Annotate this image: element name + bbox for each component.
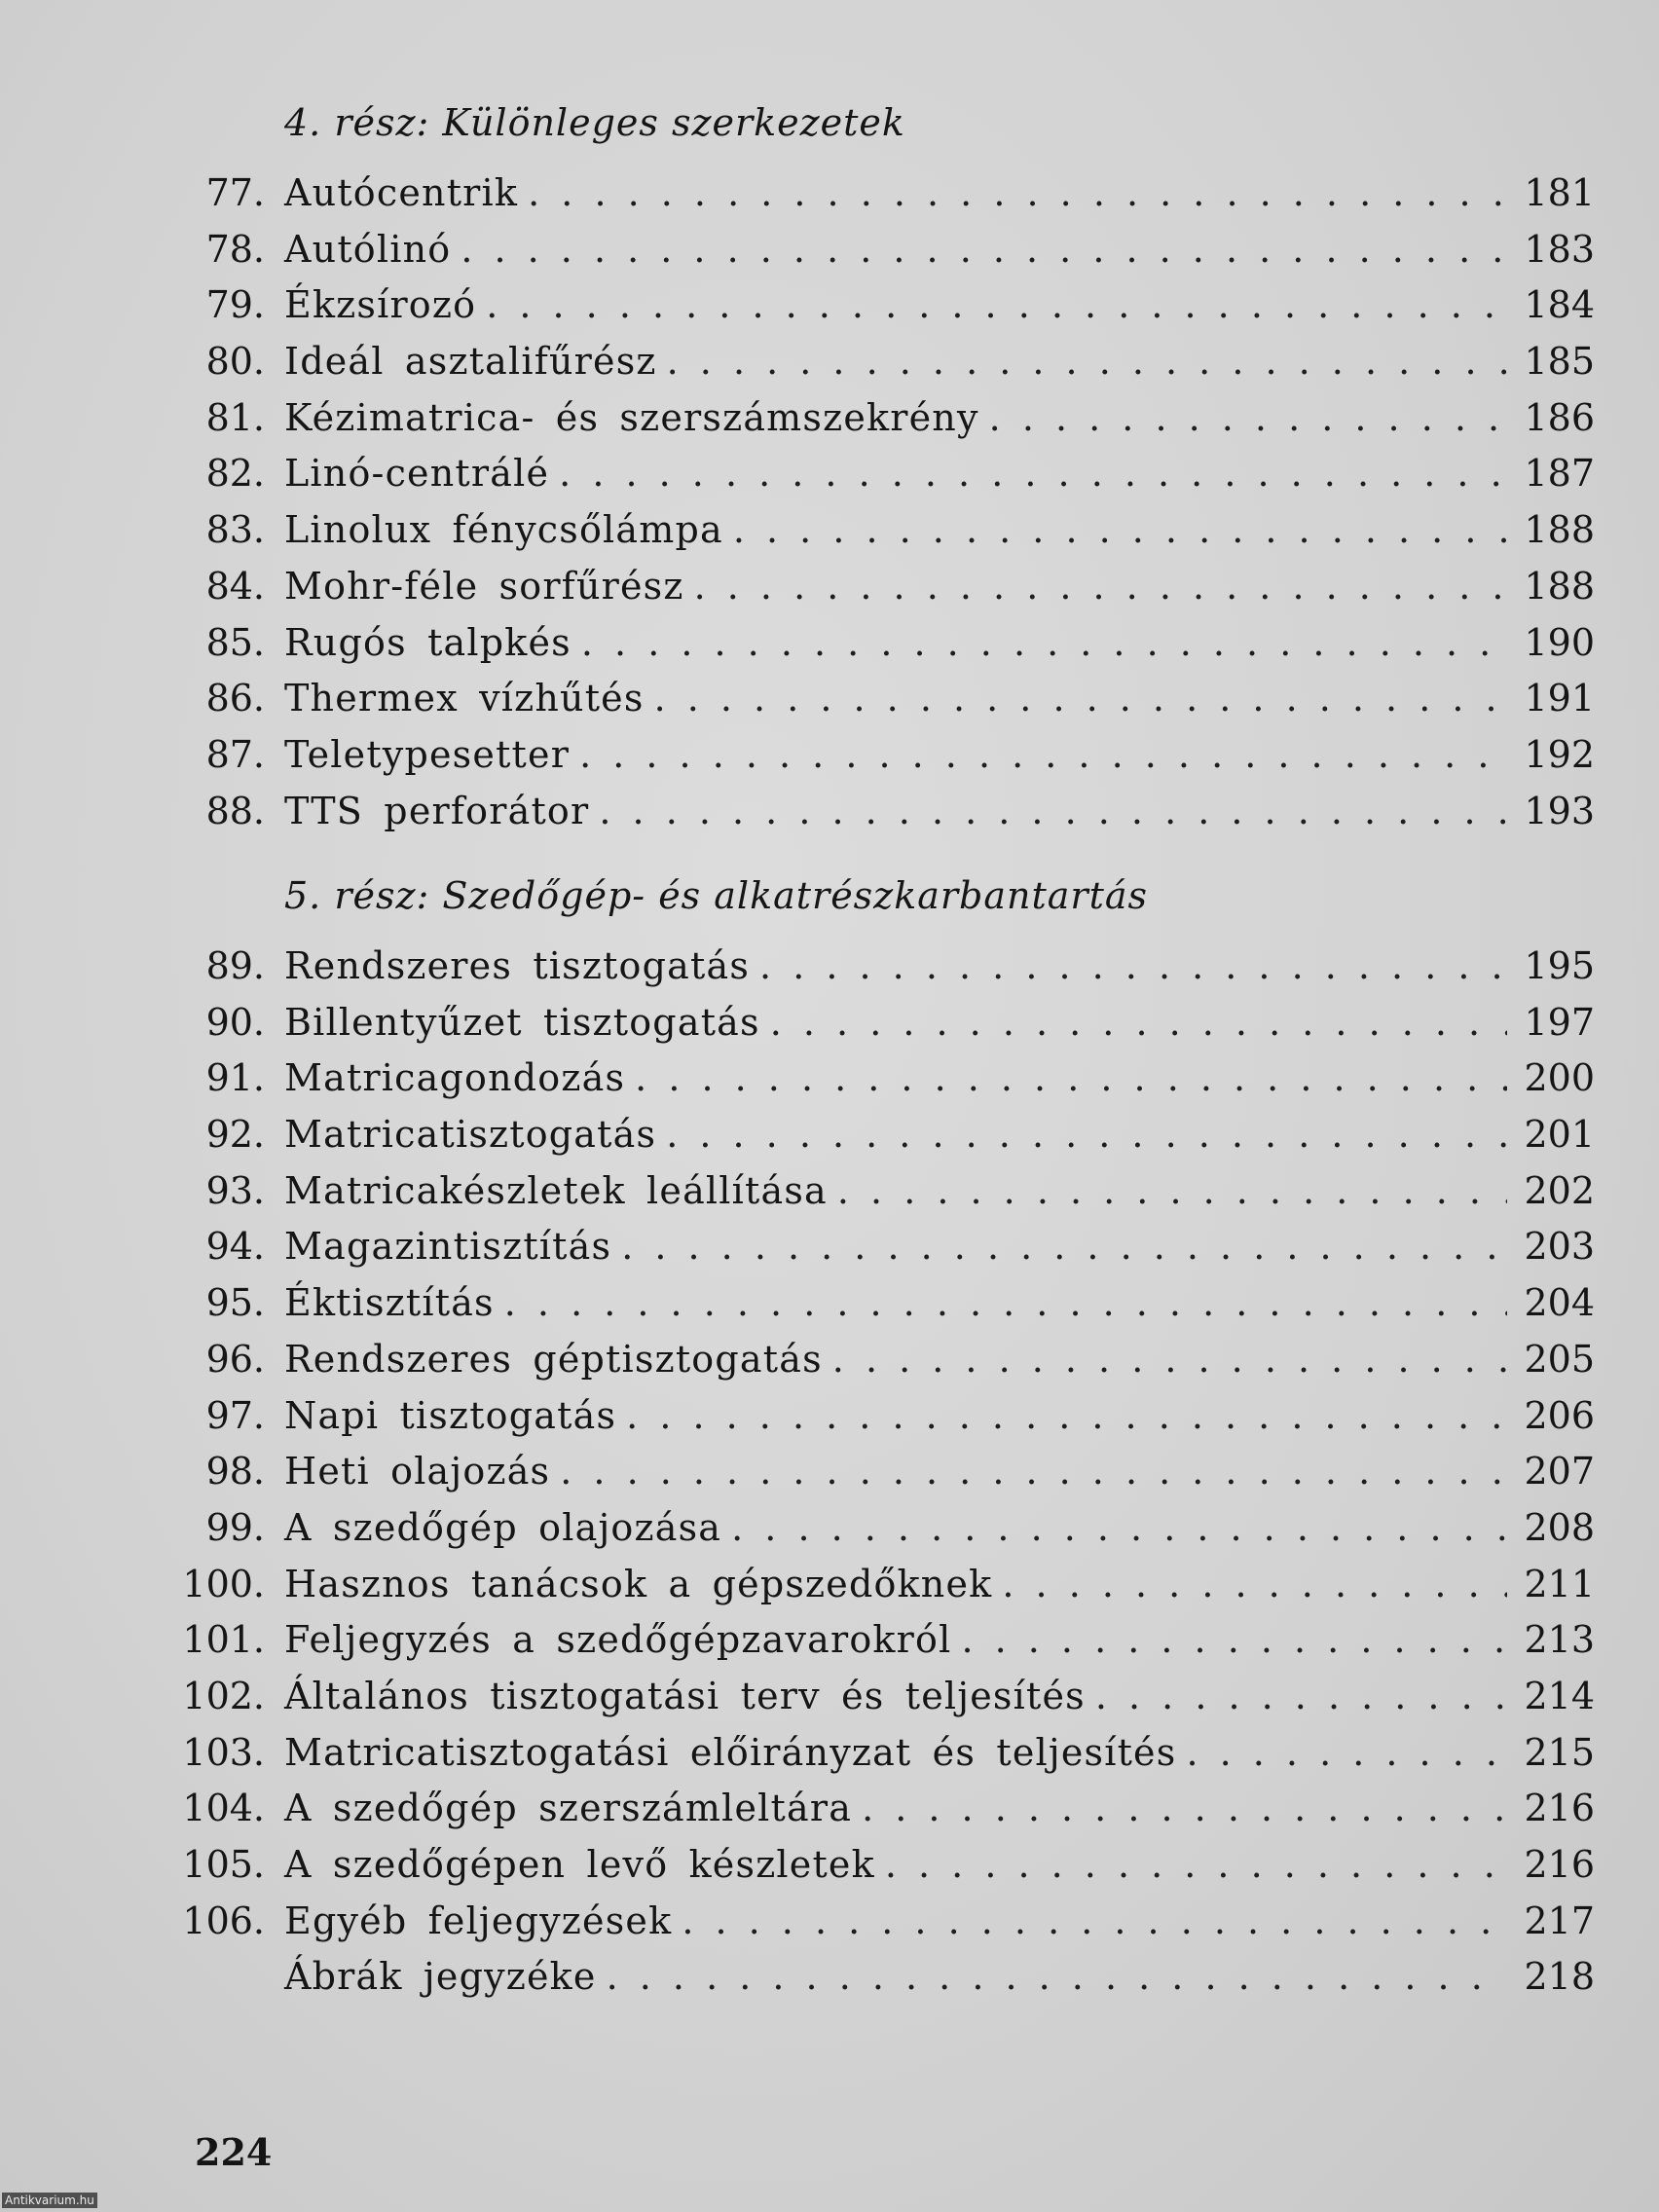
dot-leader [875,1837,1507,1894]
page-number: 224 [195,2130,273,2174]
entry-title: Matricakészletek leállítása [284,1168,828,1212]
toc-entry [146,1949,1595,2006]
entry-title: Ékzsírozó [284,283,477,327]
toc-entry [146,1051,1595,1107]
dot-leader [828,1163,1507,1220]
entry-page-number: 204 [1524,1281,1595,1325]
entry-title: Rendszeres géptisztogatás [284,1337,823,1381]
dot-leader [1086,1669,1507,1725]
entry-number: 83. [205,508,265,552]
toc-entry [146,1107,1595,1163]
dot-leader [597,1949,1507,2006]
entry-title: Kézimatrica- és szerszámszekrény [284,395,979,439]
entry-title: Egyéb feljegyzések [284,1899,673,1942]
entry-number: 84. [205,564,265,608]
dot-leader [476,277,1507,334]
toc-entry [146,727,1595,784]
entry-number: 82. [205,452,265,496]
entry-page-number: 183 [1524,227,1595,271]
entry-title: Linolux fénycsőlámpa [284,508,723,552]
entry-number: 86. [205,677,265,720]
entry-title: Rugós talpkés [284,620,571,664]
entry-title: Ábrák jegyzéke [284,1955,597,1999]
entry-number: 105. [182,1843,265,1886]
entry-page-number: 190 [1524,620,1595,664]
watermark: Antikvarium.hu [2,2193,97,2208]
entry-number: 94. [205,1225,265,1269]
dot-leader [750,939,1507,995]
toc-entry [146,222,1595,278]
entry-title: A szedőgépen levő készletek [284,1843,875,1886]
entry-number: 80. [205,340,265,384]
entry-title: A szedőgép olajozása [284,1505,722,1549]
entry-page-number: 206 [1524,1393,1595,1437]
entry-number: 93. [205,1168,265,1212]
entry-number: 88. [205,789,265,832]
entry-page-number: 185 [1524,340,1595,384]
dot-leader [611,1219,1507,1275]
entry-number: 91. [205,1056,265,1100]
entry-page-number: 203 [1524,1225,1595,1269]
toc-entry [146,1557,1595,1613]
entry-title: Magazintisztítás [284,1225,612,1269]
entry-page-number: 200 [1524,1056,1595,1100]
dot-leader [495,1275,1507,1332]
toc-entry [146,1781,1595,1837]
toc-entry [146,1444,1595,1500]
entry-title: Teletypesetter [284,732,571,776]
entry-title: Éktisztítás [284,1281,495,1325]
entry-page-number: 193 [1524,789,1595,832]
entry-page-number: 195 [1524,944,1595,987]
dot-leader [951,1612,1507,1669]
toc-entry [146,1163,1595,1220]
entry-title: Általános tisztogatási terv és teljesítés [284,1674,1086,1717]
entry-page-number: 181 [1524,171,1595,214]
entry-title: Matricatisztogatási előirányzat és teljesítés [284,1730,1177,1774]
section-5-toc [146,939,1595,2006]
entry-page-number: 187 [1524,452,1595,496]
entry-title: Napi tisztogatás [284,1393,617,1437]
entry-title: Hasznos tanácsok a gépszedőknek [284,1562,993,1605]
entry-number: 98. [205,1450,265,1493]
entry-page-number: 188 [1524,564,1595,608]
entry-number: 100. [182,1562,265,1605]
entry-page-number: 218 [1524,1955,1595,1999]
entry-title: Thermex vízhűtés [284,677,645,720]
entry-title: Feljegyzés a szedőgépzavarokról [284,1618,952,1662]
dot-leader [451,222,1507,278]
entry-page-number: 186 [1524,395,1595,439]
dot-leader [823,1332,1507,1388]
entry-title: TTS perforátor [284,789,590,832]
toc-entry [146,939,1595,995]
entry-title: Ideál asztalifűrész [284,340,657,384]
entry-number: 106. [182,1899,265,1942]
toc-entry [146,1894,1595,1950]
entry-page-number: 216 [1524,1787,1595,1830]
toc-entry [146,1612,1595,1669]
entry-number: 85. [205,620,265,664]
toc-entry [146,1219,1595,1275]
dot-leader [723,502,1507,559]
entry-number: 92. [205,1113,265,1157]
dot-leader [518,166,1507,222]
dot-leader [616,1388,1507,1445]
dot-leader [656,1107,1507,1163]
entry-title: Heti olajozás [284,1450,551,1493]
entry-number: 102. [182,1674,265,1717]
entry-page-number: 202 [1524,1168,1595,1212]
section-5-title: 5. rész: Szedőgép- és alkatrészkarbantartás [284,874,1149,917]
dot-leader [760,995,1507,1051]
section-4-title: 4. rész: Különleges szerkezetek [284,101,905,144]
dot-leader [645,671,1507,727]
toc-entry [146,1500,1595,1557]
toc-entry [146,1275,1595,1332]
entry-page-number: 201 [1524,1113,1595,1157]
dot-leader [589,784,1507,840]
toc-entry [146,390,1595,447]
dot-leader [1176,1725,1507,1782]
entry-page-number: 213 [1524,1618,1595,1662]
toc-entry [146,784,1595,840]
toc-entry [146,1388,1595,1445]
dot-leader [979,390,1507,447]
entry-number: 90. [205,1000,265,1044]
entry-page-number: 214 [1524,1674,1595,1717]
dot-leader [852,1781,1507,1837]
dot-leader [992,1557,1507,1613]
toc-entry [146,166,1595,222]
toc-entry [146,1837,1595,1894]
dot-leader [550,1444,1507,1500]
toc-entry [146,334,1595,390]
entry-number: 104. [182,1787,265,1830]
toc-entry [146,671,1595,727]
entry-page-number: 208 [1524,1505,1595,1549]
dot-leader [721,1500,1507,1557]
toc-entry [146,446,1595,502]
entry-number: 99. [205,1505,265,1549]
dot-leader [571,615,1507,672]
entry-title: Autócentrik [284,171,519,214]
entry-title: Mohr-féle sorfűrész [284,564,684,608]
toc-entry [146,502,1595,559]
toc-entry [146,615,1595,672]
entry-number: 89. [205,944,265,987]
entry-page-number: 215 [1524,1730,1595,1774]
entry-page-number: 217 [1524,1899,1595,1942]
entry-title: Matricagondozás [284,1056,626,1100]
entry-title: Autólinó [284,227,452,271]
entry-title: Rendszeres tisztogatás [284,944,751,987]
entry-page-number: 192 [1524,732,1595,776]
dot-leader [672,1894,1507,1950]
toc-entry [146,1332,1595,1388]
entry-number: 96. [205,1337,265,1381]
entry-title: Matricatisztogatás [284,1113,657,1157]
entry-number: 97. [205,1393,265,1437]
toc-entry [146,277,1595,334]
entry-page-number: 197 [1524,1000,1595,1044]
entry-number: 101. [182,1618,265,1662]
entry-number: 77. [205,171,265,214]
entry-page-number: 211 [1524,1562,1595,1605]
entry-page-number: 207 [1524,1450,1595,1493]
entry-number: 78. [205,227,265,271]
dot-leader [684,559,1507,615]
entry-title: A szedőgép szerszámleltára [284,1787,853,1830]
toc-entry [146,995,1595,1051]
toc-entry [146,1725,1595,1782]
entry-number: 103. [182,1730,265,1774]
entry-page-number: 216 [1524,1843,1595,1886]
entry-number: 87. [205,732,265,776]
dot-leader [625,1051,1507,1107]
entry-title: Linó-centrálé [284,452,550,496]
entry-page-number: 205 [1524,1337,1595,1381]
toc-entry [146,1669,1595,1725]
entry-number: 79. [205,283,265,327]
entry-number: 81. [205,395,265,439]
dot-leader [657,334,1507,390]
entry-number: 95. [205,1281,265,1325]
entry-page-number: 191 [1524,677,1595,720]
entry-page-number: 188 [1524,508,1595,552]
dot-leader [549,446,1507,502]
section-4-toc [146,166,1595,839]
toc-entry [146,559,1595,615]
dot-leader [570,727,1507,784]
entry-title: Billentyűzet tisztogatás [284,1000,760,1044]
entry-page-number: 184 [1524,283,1595,327]
